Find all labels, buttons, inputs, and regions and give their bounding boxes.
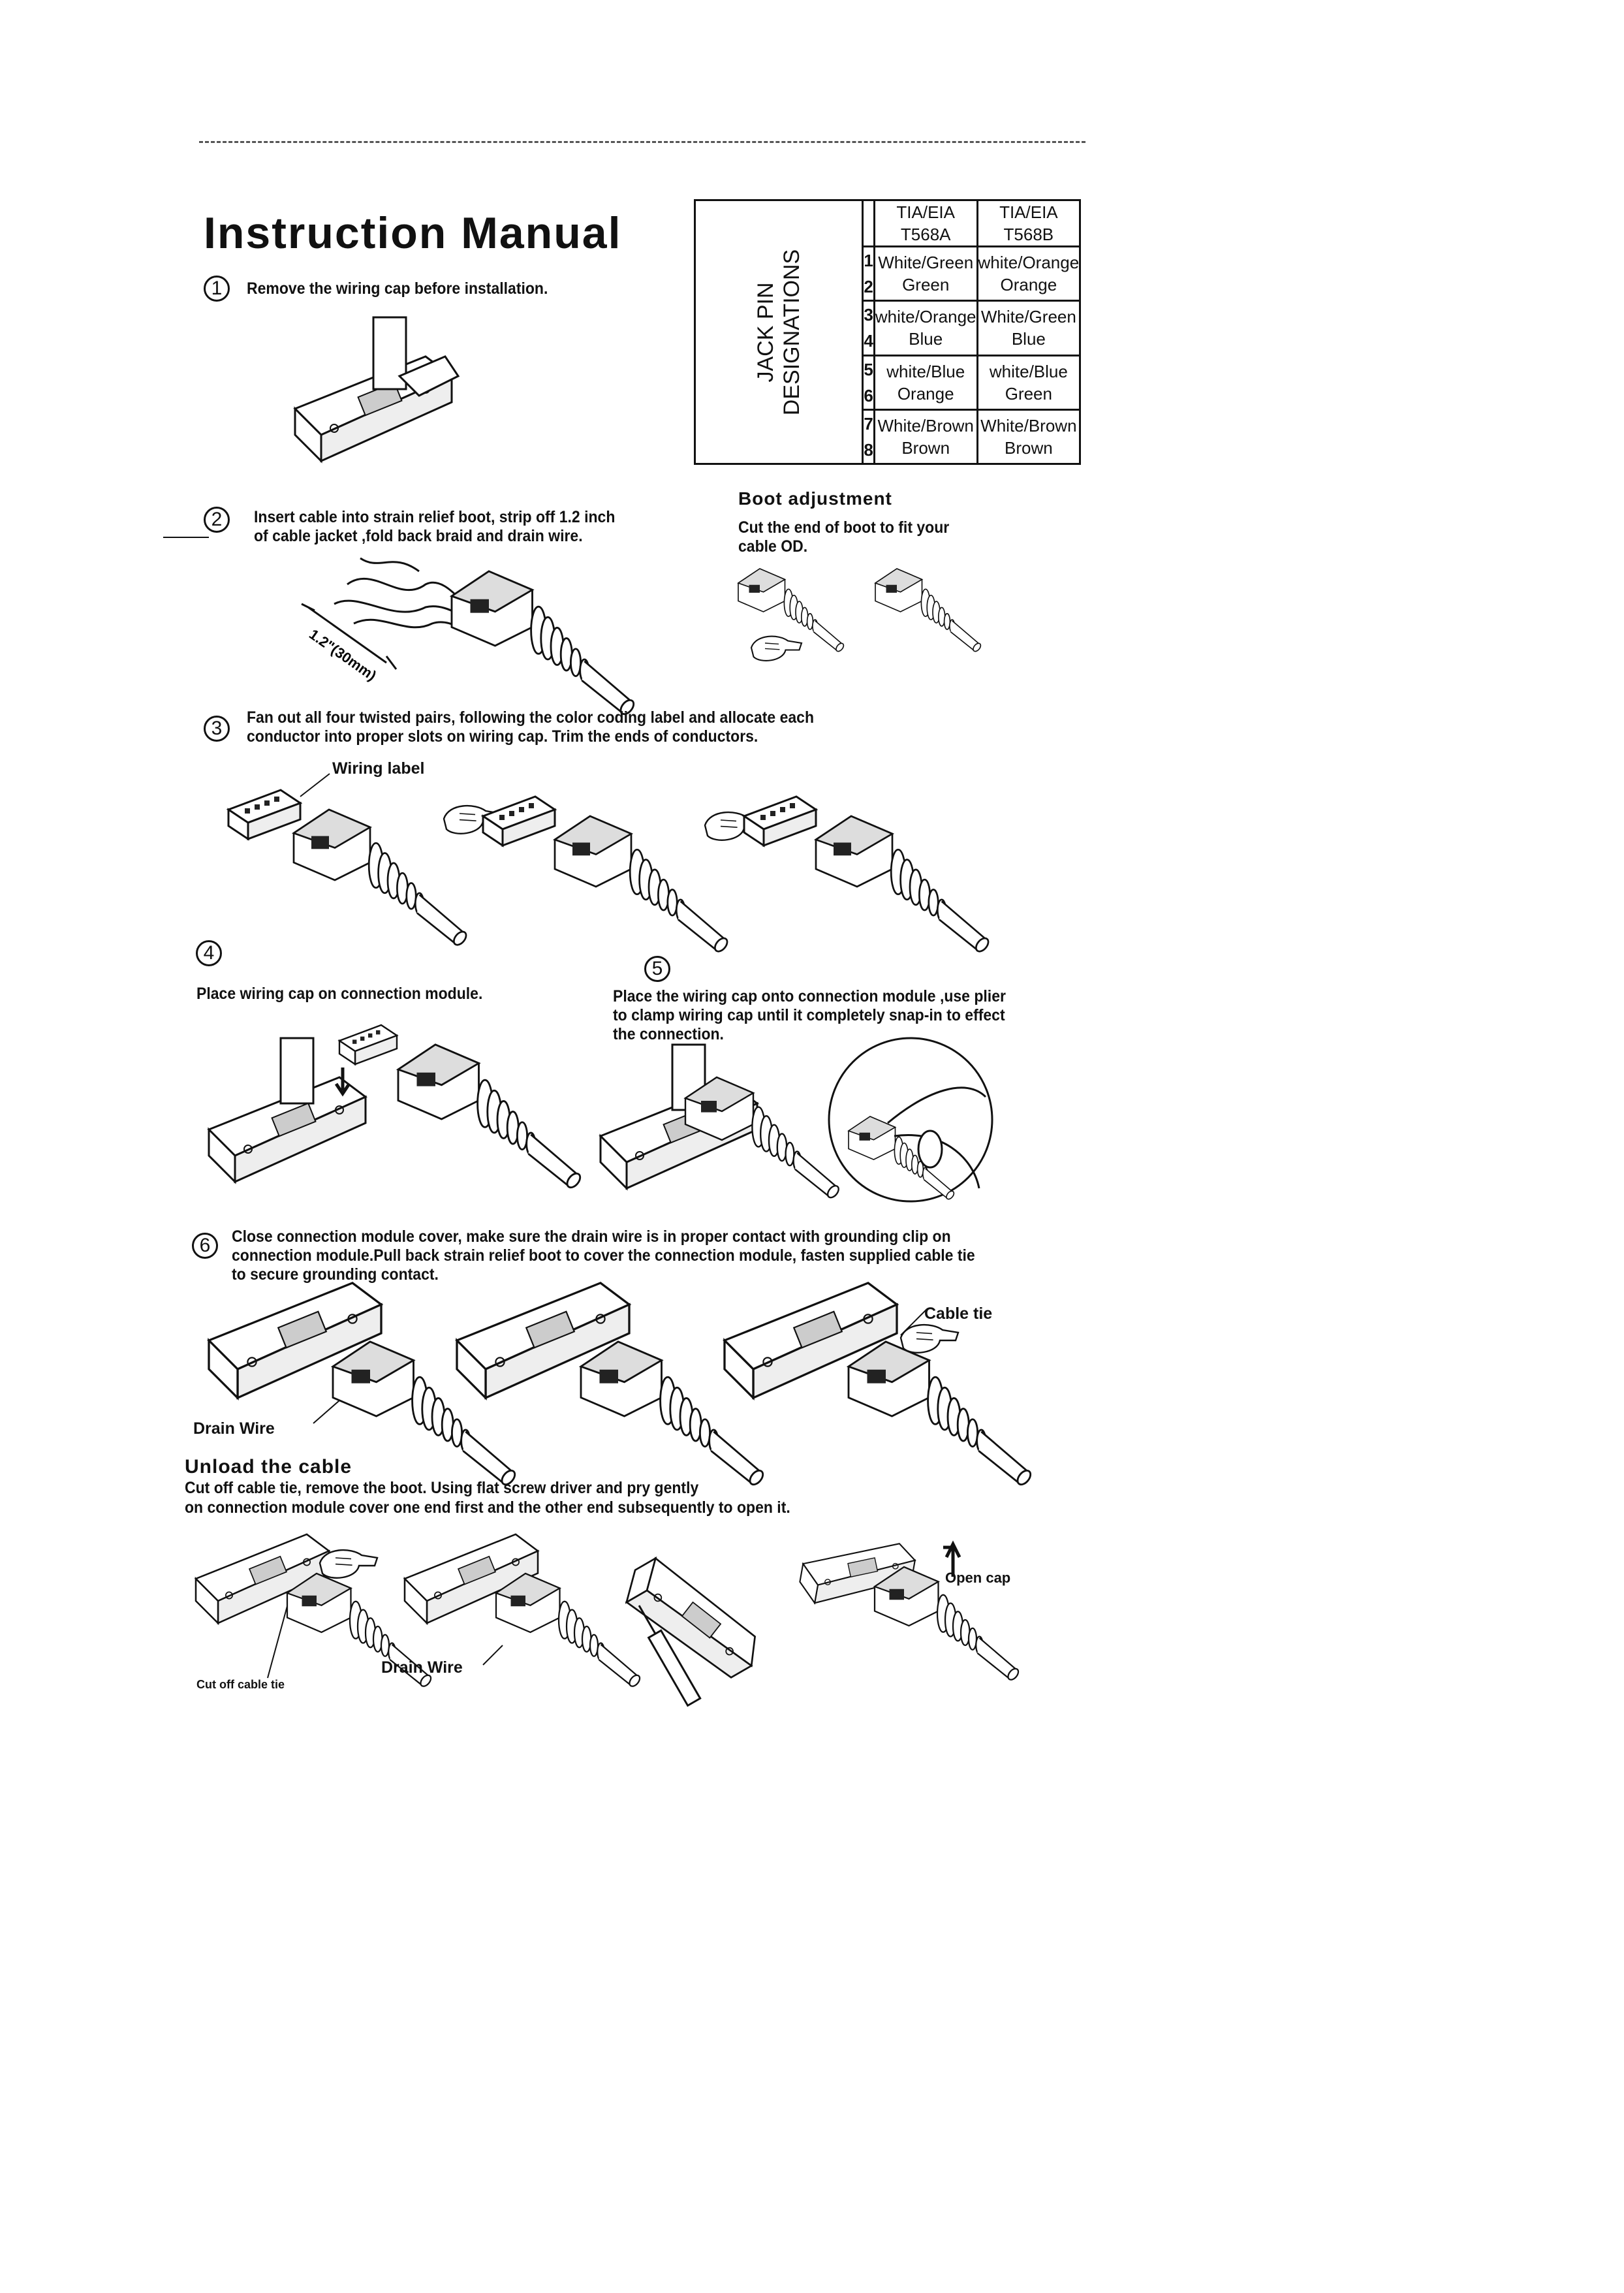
step-2-leader-line	[163, 537, 209, 538]
unload-text	[185, 1478, 790, 1517]
color: Blue	[1011, 329, 1046, 349]
header-a-line2: T568A	[900, 225, 951, 245]
color: White/Brown	[877, 415, 974, 435]
unload-line: Cut off cable tie, remove the boot. Using flat screw driver and pry gently	[185, 1479, 699, 1497]
step-2-line: Insert cable into strain relief boot, strip off 1.2 inch	[254, 508, 616, 526]
step-3-illustrations	[228, 770, 986, 940]
step-6-line: Close connection module cover, make sure the drain wire is in proper contact with grounding clip on	[232, 1227, 951, 1246]
color: Green	[1005, 383, 1052, 403]
header-a-line1: TIA/EIA	[896, 202, 955, 223]
color: White/Green	[878, 253, 974, 273]
t568b-cell	[977, 247, 1080, 301]
t568b-cell	[977, 409, 1080, 464]
t568b-cell	[977, 301, 1080, 355]
header-blank	[863, 200, 874, 247]
step-5-line: to clamp wiring cap until it completely snap-in to effect	[613, 1006, 1005, 1024]
color: white/Blue	[886, 361, 965, 381]
pin: 4	[864, 331, 873, 351]
wiring-label-callout: Wiring label	[332, 759, 425, 778]
step-1-text	[247, 279, 548, 298]
top-dashed-rule	[199, 141, 1085, 143]
pin: 3	[864, 305, 873, 325]
pin: 6	[864, 385, 873, 405]
pin: 2	[864, 277, 873, 297]
color: white/Orange	[978, 253, 1080, 273]
pin: 5	[864, 359, 873, 379]
boot-line: cable OD.	[738, 537, 808, 556]
pin: 1	[864, 251, 873, 271]
unload-line: on connection module cover one end first and the other end subsequently to open it.	[185, 1498, 790, 1517]
color: White/Brown	[980, 415, 1077, 435]
step-2-line: of cable jacket ,fold back braid and drain wire.	[254, 527, 583, 545]
pin-numbers	[863, 355, 874, 409]
color: white/Orange	[875, 307, 976, 327]
step-4-illustration	[209, 1019, 574, 1214]
header-t568a	[874, 200, 977, 247]
boot-adjustment-illustration	[738, 569, 986, 680]
t568a-cell	[874, 355, 977, 409]
page-title: Instruction Manual	[204, 208, 622, 258]
unload-heading: Unload the cable	[185, 1456, 352, 1478]
step-2-number: 2	[204, 507, 230, 533]
step-2-text	[254, 508, 615, 546]
step-4-text	[196, 985, 482, 1004]
step-6-line: connection module.Pull back strain relief boot to cover the connection module, fasten supplied cable tie	[232, 1246, 975, 1265]
step-3-line: Fan out all four twisted pairs, following the color coding label and allocate each	[247, 708, 815, 727]
header-b-line2: T568B	[1003, 225, 1054, 245]
t568a-cell	[874, 301, 977, 355]
drain-wire-label: Drain Wire	[193, 1419, 275, 1438]
step-4-line: Place wiring cap on connection module.	[196, 985, 483, 1003]
step-5-line: Place the wiring cap onto connection module ,use plier	[613, 987, 1006, 1005]
color: White/Green	[980, 307, 1076, 327]
header-b-line1: TIA/EIA	[999, 202, 1058, 223]
boot-line: Cut the end of boot to fit your	[738, 518, 950, 537]
drain-wire-unload-label: Drain Wire	[381, 1658, 463, 1677]
pin-numbers	[863, 409, 874, 464]
step-1-illustration-module-with-cap	[295, 317, 478, 474]
jack-pin-table	[694, 199, 1081, 465]
boot-adjustment-text	[738, 518, 949, 556]
step-5-illustration	[601, 1038, 1005, 1214]
pin: 7	[864, 413, 873, 434]
jack-pin-designations-label	[695, 200, 863, 464]
step-3-line: conductor into proper slots on wiring cap. Trim the ends of conductors.	[247, 727, 758, 746]
step-1-number: 1	[204, 276, 230, 302]
color: Green	[902, 275, 950, 295]
step-6-line: to secure grounding contact.	[232, 1265, 439, 1284]
side-label-line1: JACK PIN	[753, 281, 779, 383]
step-3-text	[247, 708, 814, 746]
step-6-text	[232, 1227, 975, 1284]
step-2-illustration-stripped-cable	[295, 545, 582, 715]
t568b-cell	[977, 355, 1080, 409]
side-label-line2: DESIGNATIONS	[779, 249, 805, 415]
step-5-line: the connection.	[613, 1025, 724, 1043]
step-3-number: 3	[204, 716, 230, 742]
pin-numbers	[863, 247, 874, 301]
cable-tie-label: Cable tie	[924, 1305, 993, 1323]
plier-detail-circle	[829, 1038, 992, 1201]
header-t568b	[977, 200, 1080, 247]
strip-length-label: 1.2"(30mm)	[306, 625, 380, 684]
color: Blue	[909, 329, 943, 349]
pin-numbers	[863, 301, 874, 355]
t568a-cell	[874, 247, 977, 301]
color: Brown	[901, 437, 950, 458]
step-5-text	[613, 987, 1006, 1044]
cut-off-cable-tie-label: Cut off cable tie	[196, 1678, 285, 1691]
boot-adjustment-heading: Boot adjustment	[738, 488, 892, 509]
step-6-number: 6	[192, 1233, 218, 1259]
color: Orange	[1000, 275, 1057, 295]
step-1-line: Remove the wiring cap before installation.	[247, 279, 548, 298]
step-6-illustrations	[209, 1283, 979, 1466]
unload-illustrations	[189, 1528, 1025, 1724]
color: Brown	[1005, 437, 1053, 458]
color: white/Blue	[989, 361, 1068, 381]
step-5-number: 5	[644, 956, 670, 982]
step-4-number: 4	[196, 940, 222, 966]
color: Orange	[897, 383, 954, 403]
open-cap-label: Open cap	[945, 1570, 1011, 1586]
pin: 8	[864, 439, 873, 460]
t568a-cell	[874, 409, 977, 464]
